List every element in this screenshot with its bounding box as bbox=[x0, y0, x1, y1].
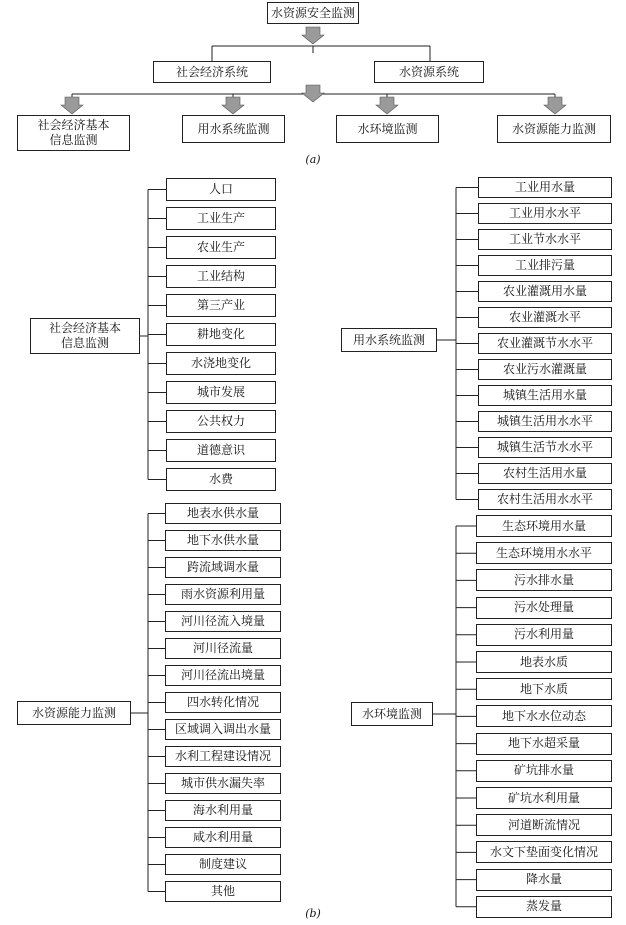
leaf-socioeconomic-6: 水浇地变化 bbox=[166, 352, 276, 375]
leaf-water-environment-6: 地下水质 bbox=[476, 678, 612, 700]
leaf-water-environment-1: 生态环境用水水平 bbox=[476, 542, 612, 564]
caption-a: (a) bbox=[305, 153, 321, 166]
group-head-water-use: 用水系统监测 bbox=[341, 328, 437, 352]
leaf-water-use-5: 农业灌溉水平 bbox=[478, 307, 612, 328]
group-head-water-environment: 水环境监测 bbox=[351, 702, 433, 726]
level1-water-resources: 水资源系统 bbox=[374, 61, 484, 83]
leaf-socioeconomic-0: 人口 bbox=[166, 178, 276, 201]
leaf-water-use-7: 农业污水灌溉量 bbox=[478, 359, 612, 380]
leaf-socioeconomic-2: 农业生产 bbox=[166, 236, 276, 259]
arrow-level2-0 bbox=[61, 97, 83, 114]
level2-water-capacity: 水资源能力监测 bbox=[497, 115, 611, 143]
leaf-socioeconomic-8: 公共权力 bbox=[166, 410, 276, 433]
leaf-water-use-1: 工业用水水平 bbox=[478, 203, 612, 224]
leaf-water-capacity-14: 其他 bbox=[165, 881, 281, 902]
leaf-water-capacity-13: 制度建议 bbox=[165, 854, 281, 875]
level2-water-environment: 水环境监测 bbox=[336, 115, 439, 143]
leaf-water-use-4: 农业灌溉用水量 bbox=[478, 281, 612, 302]
level2-socioeconomic-info: 社会经济基本 信息监测 bbox=[17, 115, 130, 151]
leaf-water-capacity-8: 区域调入调出水量 bbox=[165, 719, 281, 740]
arrow-level2-3 bbox=[544, 97, 566, 114]
leaf-water-capacity-4: 河川径流入境量 bbox=[165, 611, 281, 632]
arrow-root-down bbox=[302, 27, 324, 44]
leaf-socioeconomic-3: 工业结构 bbox=[166, 265, 276, 288]
leaf-water-environment-5: 地表水质 bbox=[476, 651, 612, 673]
leaf-water-use-3: 工业排污量 bbox=[478, 255, 612, 276]
leaf-water-use-10: 城镇生活节水水平 bbox=[478, 437, 612, 458]
leaf-socioeconomic-7: 城市发展 bbox=[166, 381, 276, 404]
leaf-water-use-9: 城镇生活用水水平 bbox=[478, 411, 612, 432]
level2-water-use: 用水系统监测 bbox=[182, 115, 285, 143]
arrow-level2-2 bbox=[376, 97, 398, 114]
leaf-water-capacity-12: 咸水利用量 bbox=[165, 827, 281, 848]
leaf-socioeconomic-10: 水费 bbox=[166, 468, 276, 491]
arrow-level1-down bbox=[302, 85, 324, 102]
leaf-water-environment-11: 河道断流情况 bbox=[476, 814, 612, 836]
leaf-water-capacity-1: 地下水供水量 bbox=[165, 530, 281, 551]
leaf-socioeconomic-1: 工业生产 bbox=[166, 207, 276, 230]
leaf-water-environment-9: 矿坑排水量 bbox=[476, 760, 612, 782]
leaf-water-capacity-11: 海水利用量 bbox=[165, 800, 281, 821]
leaf-water-capacity-10: 城市供水漏失率 bbox=[165, 773, 281, 794]
leaf-water-capacity-9: 水利工程建设情况 bbox=[165, 746, 281, 767]
leaf-socioeconomic-9: 道德意识 bbox=[166, 439, 276, 462]
leaf-water-use-11: 农村生活用水量 bbox=[478, 463, 612, 484]
leaf-water-environment-4: 污水利用量 bbox=[476, 624, 612, 646]
leaf-water-environment-14: 蒸发量 bbox=[476, 896, 612, 918]
leaf-water-capacity-7: 四水转化情况 bbox=[165, 692, 281, 713]
leaf-water-capacity-2: 跨流域调水量 bbox=[165, 557, 281, 578]
caption-b: (b) bbox=[305, 907, 321, 920]
leaf-water-capacity-0: 地表水供水量 bbox=[165, 503, 281, 524]
leaf-water-environment-12: 水文下垫面变化情况 bbox=[476, 841, 612, 863]
leaf-water-use-12: 农村生活用水水平 bbox=[478, 489, 612, 510]
leaf-socioeconomic-4: 第三产业 bbox=[166, 294, 276, 317]
level1-socioeconomic: 社会经济系统 bbox=[153, 61, 271, 83]
leaf-water-environment-8: 地下水超采量 bbox=[476, 733, 612, 755]
leaf-socioeconomic-5: 耕地变化 bbox=[166, 323, 276, 346]
leaf-water-environment-13: 降水量 bbox=[476, 869, 612, 891]
leaf-water-environment-10: 矿坑水利用量 bbox=[476, 787, 612, 809]
group-head-socioeconomic: 社会经济基本 信息监测 bbox=[30, 318, 140, 354]
group-head-water-capacity: 水资源能力监测 bbox=[17, 701, 131, 725]
leaf-water-use-2: 工业节水水平 bbox=[478, 229, 612, 250]
leaf-water-capacity-3: 雨水资源利用量 bbox=[165, 584, 281, 605]
leaf-water-capacity-5: 河川径流量 bbox=[165, 638, 281, 659]
leaf-water-environment-3: 污水处理量 bbox=[476, 597, 612, 619]
leaf-water-environment-7: 地下水水位动态 bbox=[476, 705, 612, 727]
root-node: 水资源安全监测 bbox=[267, 2, 359, 24]
leaf-water-use-8: 城镇生活用水量 bbox=[478, 385, 612, 406]
leaf-water-use-0: 工业用水量 bbox=[478, 177, 612, 198]
leaf-water-use-6: 农业灌溉节水水平 bbox=[478, 333, 612, 354]
leaf-water-environment-0: 生态环境用水量 bbox=[476, 515, 612, 537]
leaf-water-environment-2: 污水排水量 bbox=[476, 569, 612, 591]
arrow-level2-1 bbox=[222, 97, 244, 114]
leaf-water-capacity-6: 河川径流出境量 bbox=[165, 665, 281, 686]
